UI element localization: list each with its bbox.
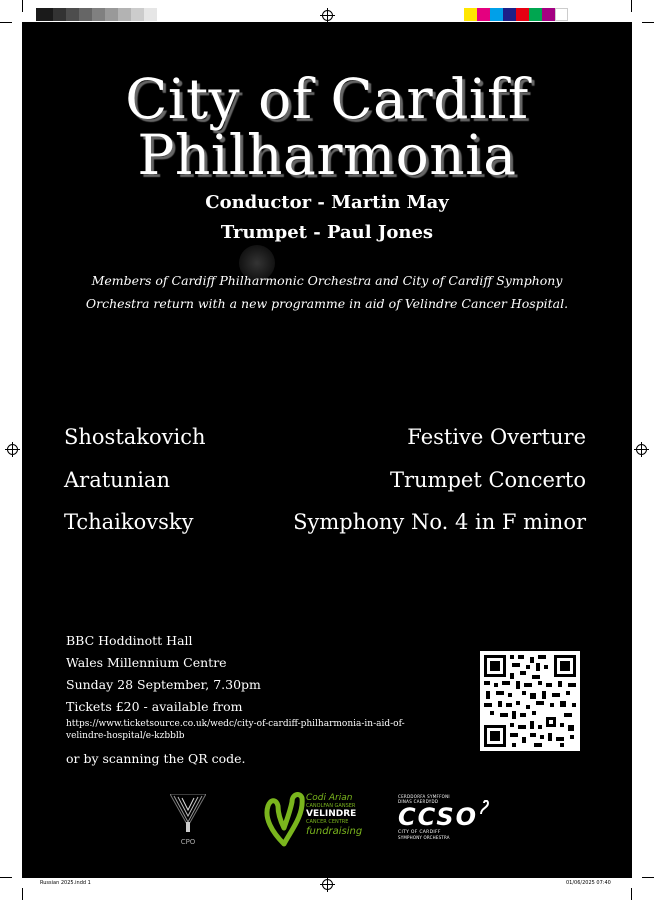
poster-title-line1: City of Cardiff [125, 67, 529, 131]
work-title: Symphony No. 4 in F minor [293, 510, 586, 534]
ccso-mark: CCSO [398, 803, 479, 831]
ccso-welsh-line1: CERDDORFA SYMFFONI [398, 794, 450, 799]
ticket-url-line1[interactable]: https://www.ticketsource.co.uk/wedc/city-of-cardiff-philharmonia-in-aid-of- [66, 719, 405, 729]
intro-line2: Orchestra return with a new programme in aid of Velindre Cancer Hospital. [85, 296, 569, 311]
composer-name: Shostakovich [64, 425, 206, 449]
venue-centre: Wales Millennium Centre [66, 655, 227, 670]
ccso-logo [398, 794, 498, 844]
ccso-clef-icon [478, 800, 492, 816]
programme-row [64, 510, 586, 540]
qr-pattern-icon [480, 651, 580, 751]
cpo-logo-text: CPO [180, 838, 196, 846]
velindre-tagline: fundraising [306, 826, 363, 837]
grey-swatch [118, 8, 131, 21]
process-swatch [516, 8, 529, 21]
ticket-url-line2[interactable]: velindre-hospital/e-kzbblb [66, 731, 185, 741]
ccso-line2: SYMPHONY ORCHESTRA [398, 835, 450, 840]
crop-mark [642, 22, 654, 23]
event-date: Sunday 28 September, 7.30pm [66, 677, 261, 692]
crop-mark [0, 22, 12, 23]
cpo-emblem-icon [170, 794, 206, 834]
crop-mark [642, 877, 654, 878]
registration-mark-icon [7, 444, 18, 455]
process-swatch [490, 8, 503, 21]
registration-mark-icon [322, 10, 333, 21]
process-swatch [464, 8, 477, 21]
conductor-credit: Conductor - Martin May [205, 192, 449, 213]
work-title: Festive Overture [407, 425, 586, 449]
velindre-welsh-line2: CANOLFAN GANSER [306, 803, 356, 809]
qr-code[interactable] [480, 651, 580, 751]
registration-mark-icon [636, 444, 647, 455]
grey-swatch [92, 8, 105, 21]
poster-title-line2: Philharmonia [137, 123, 517, 187]
process-swatch [555, 8, 568, 21]
crop-mark [631, 888, 632, 900]
crop-mark [0, 877, 12, 878]
process-swatch [477, 8, 490, 21]
concert-poster [22, 22, 632, 878]
venue-name: BBC Hoddinott Hall [66, 633, 193, 648]
velindre-logo [262, 792, 374, 852]
grey-swatch [53, 8, 66, 21]
programme-row [64, 425, 586, 455]
programme-row [64, 468, 586, 498]
velindre-name: VELINDRE [306, 809, 357, 819]
ticket-price: Tickets £20 - available from [66, 699, 243, 714]
ccso-line1: CITY OF CARDIFF [398, 830, 441, 835]
intro-line1: Members of Cardiff Philharmonic Orchestra and City of Cardiff Symphony [91, 273, 563, 288]
soloist-credit: Trumpet - Paul Jones [220, 222, 434, 243]
grey-swatch [36, 8, 53, 21]
grey-swatch [131, 8, 144, 21]
grey-swatch [144, 8, 157, 21]
qr-instruction: or by scanning the QR code. [66, 751, 246, 766]
composer-name: Tchaikovsky [64, 510, 194, 534]
cpo-logo [170, 794, 206, 848]
registration-mark-icon [322, 879, 333, 890]
process-swatch [542, 8, 555, 21]
grey-swatch [66, 8, 79, 21]
composer-name: Aratunian [64, 468, 170, 492]
ccso-welsh-line2: DINAS CAERDYDD [398, 799, 439, 804]
slug-timestamp: 01/06/2025 07:40 [566, 880, 611, 886]
slug-file-info: Russian 2025.indd 1 [40, 880, 91, 886]
grey-swatch [105, 8, 118, 21]
process-swatch [503, 8, 516, 21]
velindre-welsh-line1: Codi Arian [306, 793, 353, 803]
crop-mark [631, 0, 632, 12]
work-title: Trumpet Concerto [389, 468, 586, 492]
grey-swatch [79, 8, 92, 21]
crop-mark [22, 888, 23, 900]
velindre-heart-icon [262, 792, 306, 848]
velindre-sub: CANCER CENTRE [306, 819, 349, 825]
process-swatch [529, 8, 542, 21]
crop-mark [22, 0, 23, 12]
